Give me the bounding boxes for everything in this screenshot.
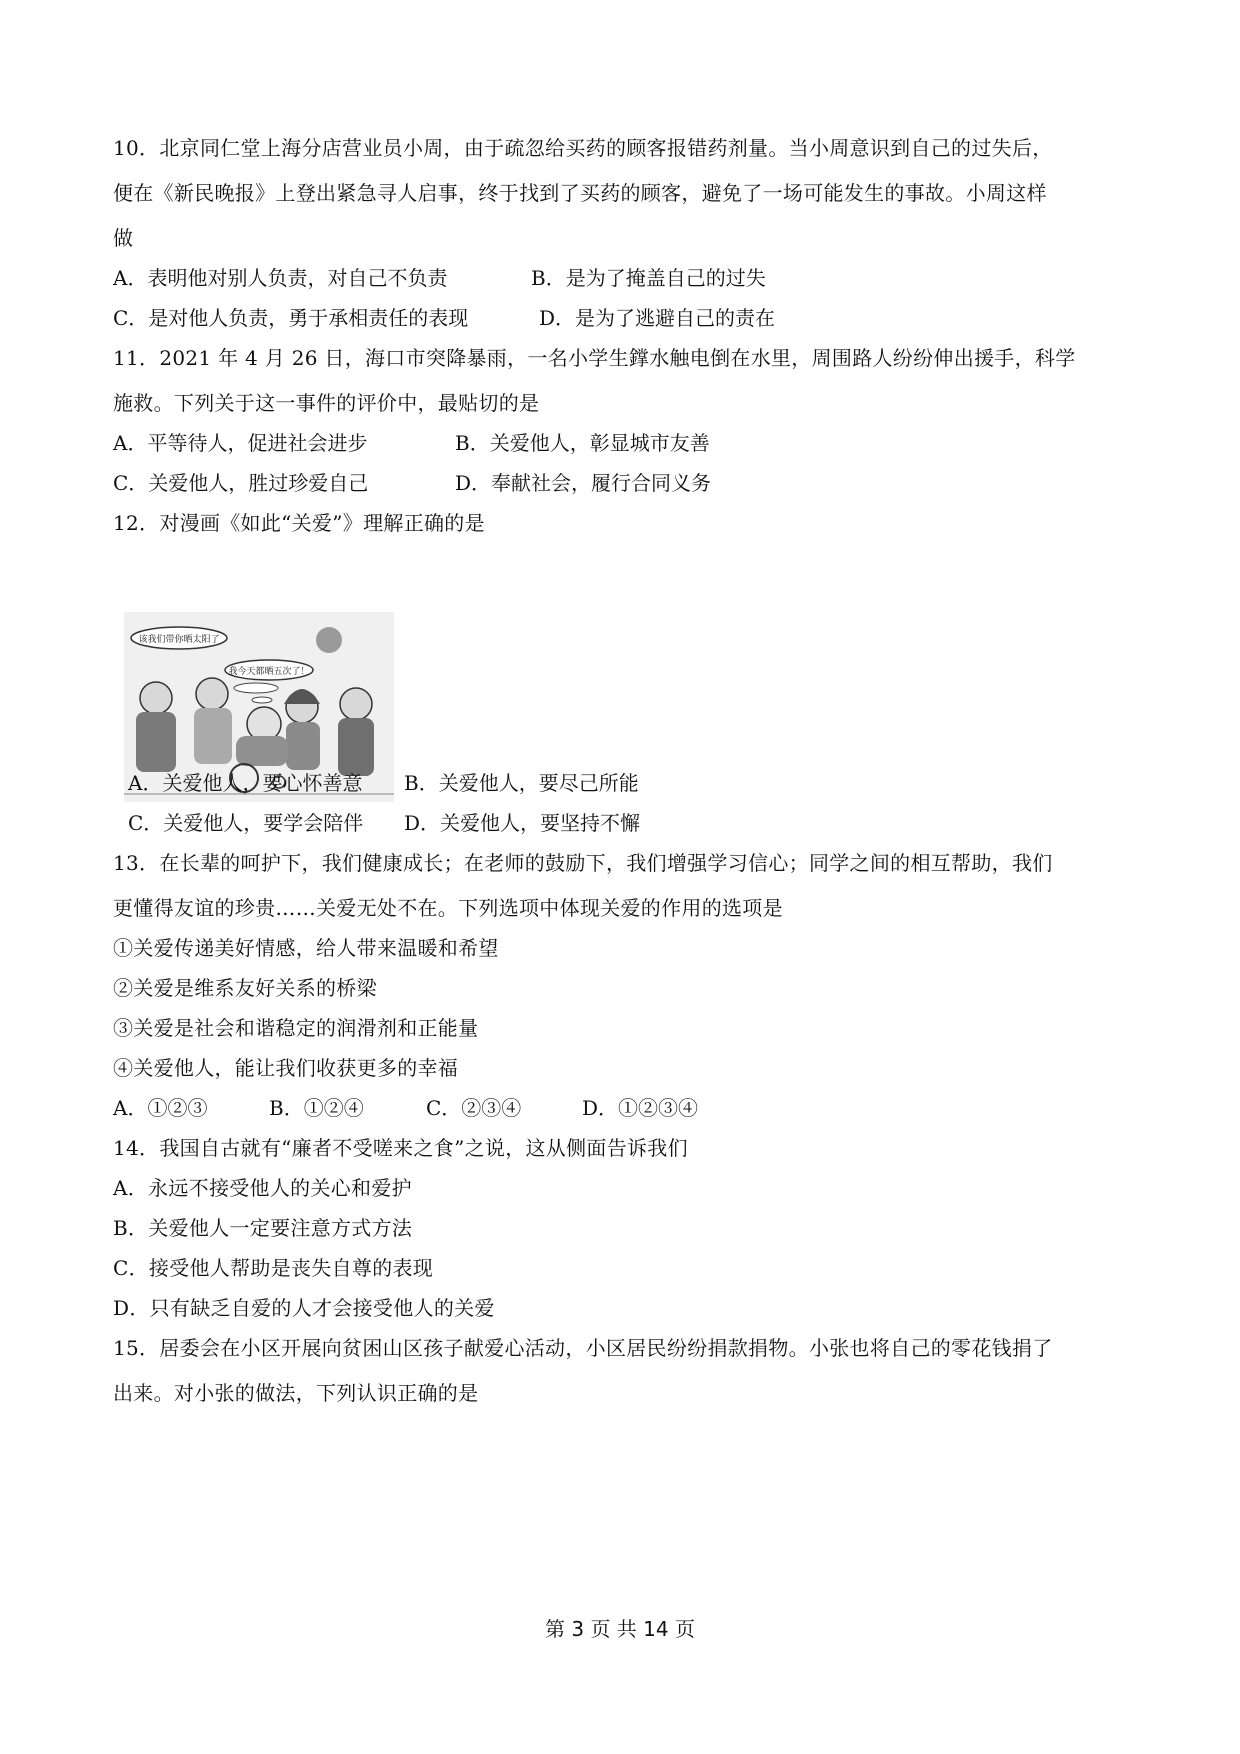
q10-option-b[interactable]: B．是为了掩盖自己的过失 [531,266,766,290]
q14-stem-line-1: 14．我国自古就有“廉者不受嗟来之食”之说，这从侧面告诉我们 [113,1136,688,1160]
q13-statement-4: ④关爱他人，能让我们收获更多的幸福 [113,1056,459,1080]
q13-stem-line-2: 更懂得友谊的珍贵……关爱无处不在。下列选项中体现关爱的作用的选项是 [113,896,783,920]
q14-option-a[interactable]: A．永远不接受他人的关心和爱护 [113,1176,412,1200]
q12-option-d[interactable]: D．关爱他人，要坚持不懈 [404,811,641,835]
q12-option-b[interactable]: B．关爱他人，要尽己所能 [404,771,639,795]
q13-statement-3: ③关爱是社会和谐稳定的润滑剂和正能量 [113,1016,479,1040]
q11-option-a[interactable]: A．平等待人，促进社会进步 [113,431,368,455]
q15-stem-line-1: 15．居委会在小区开展向贫困山区孩子献爱心活动，小区居民纷纷捐款捐物。小张也将自己的零花钱捐了 [113,1336,1053,1360]
q11-option-b[interactable]: B．关爱他人，彰显城市友善 [455,431,710,455]
svg-text:该我们带你晒太阳了: 该我们带你晒太阳了 [138,635,220,645]
q13-stem-line-1: 13．在长辈的呵护下，我们健康成长；在老师的鼓励下，我们增强学习信心；同学之间的相互帮助，我们 [113,851,1053,875]
q13-option-c[interactable]: C．②③④ [426,1096,522,1120]
q14-option-b[interactable]: B．关爱他人一定要注意方式方法 [113,1216,413,1240]
q10-option-a[interactable]: A．表明他对别人负责，对自己不负责 [113,266,448,290]
q13-option-b[interactable]: B．①②④ [269,1096,364,1120]
svg-text:我今天都晒五次了！: 我今天都晒五次了！ [228,667,310,677]
q13-option-d[interactable]: D．①②③④ [582,1096,699,1120]
q10-stem-line-1: 10．北京同仁堂上海分店营业员小周，由于疏忽给买药的顾客报错药剂量。当小周意识到自己的过失后， [113,136,1053,160]
q11-stem-line-2: 施救。下列关于这一事件的评价中，最贴切的是 [113,391,540,415]
q12-option-c[interactable]: C．关爱他人，要学会陪伴 [128,811,364,835]
q12-stem-line-1: 12．对漫画《如此“关爱”》理解正确的是 [113,511,485,535]
q14-option-c[interactable]: C．接受他人帮助是丧失自尊的表现 [113,1256,434,1280]
q10-stem-line-3: 做 [113,226,134,250]
q11-option-d[interactable]: D．奉献社会，履行合同义务 [455,471,712,495]
q12-option-a[interactable]: A．关爱他人，要心怀善意 [128,771,363,795]
q15-stem-line-2: 出来。对小张的做法，下列认识正确的是 [113,1381,479,1405]
q10-stem-line-2: 便在《新民晚报》上登出紧急寻人启事，终于找到了买药的顾客，避免了一场可能发生的事故。小周这样 [113,181,1047,205]
q10-option-c[interactable]: C．是对他人负责，勇于承相责任的表现 [113,306,469,330]
q11-option-c[interactable]: C．关爱他人，胜过珍爱自己 [113,471,369,495]
q13-statement-2: ②关爱是维系友好关系的桥梁 [113,976,377,1000]
q13-statement-1: ①关爱传递美好情感，给人带来温暖和希望 [113,936,499,960]
q10-option-d[interactable]: D．是为了逃避自己的责在 [539,306,776,330]
q14-option-d[interactable]: D．只有缺乏自爱的人才会接受他人的关爱 [113,1296,495,1320]
page-number-footer: 第 3 页 共 14 页 [545,1617,695,1641]
q13-option-a[interactable]: A．①②③ [113,1096,208,1120]
q11-stem-line-1: 11．2021 年 4 月 26 日，海口市突降暴雨，一名小学生鐣水触电倒在水里，周围路人纷纷伸出援手，科学 [113,346,1076,370]
